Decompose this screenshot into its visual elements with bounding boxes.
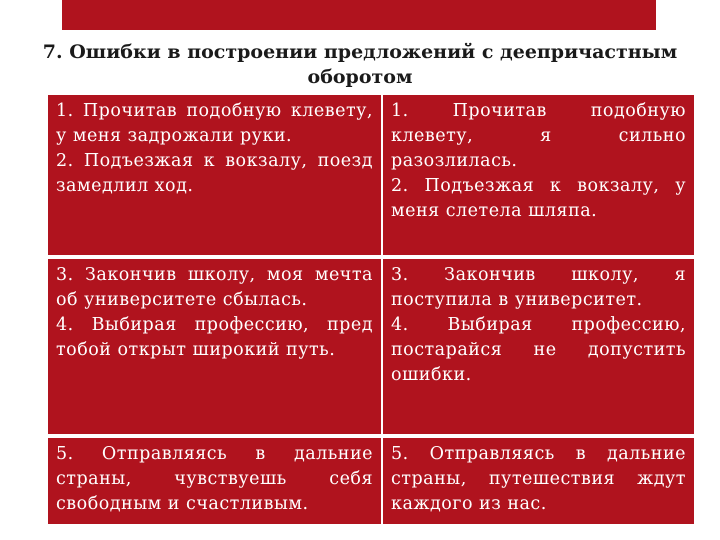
table-cell-correct (383, 259, 694, 434)
example-correct-3: 3. Закончив школу, я поступила в университет. (391, 265, 686, 310)
table-cell-incorrect (48, 438, 381, 524)
title-line-2: оборотом (307, 66, 413, 88)
example-incorrect-2: 2. Подъезжая к вокзалу, поезд замедлил ход. (56, 151, 373, 196)
example-incorrect-1: 1. Прочитав подобную клевету, у меня задрожали руки. (56, 101, 373, 146)
example-incorrect-3: 3. Закончив школу, моя мечта об университете сбылась. (56, 265, 373, 310)
examples-table (48, 95, 694, 524)
table-cell-incorrect (48, 259, 381, 434)
table-cell-correct (383, 95, 694, 255)
slide-title (40, 40, 680, 90)
title-line-1: 7. Ошибки в построении предложений с деепричастным (42, 41, 678, 63)
example-incorrect-5: 5. Отправляясь в дальние страны, чувствуешь себя свободным и счастливым. (56, 444, 373, 514)
example-correct-1: 1. Прочитав подобную клевету, я сильно разозлилась. (391, 101, 686, 171)
header-band (62, 0, 656, 30)
table-cell-correct (383, 438, 694, 524)
table-cell-incorrect (48, 95, 381, 255)
example-correct-5: 5. Отправляясь в дальние страны, путешествия ждут каждого из нас. (391, 444, 686, 514)
example-correct-4: 4. Выбирая профессию, постарайся не допустить ошибки. (391, 315, 686, 385)
example-correct-2: 2. Подъезжая к вокзалу, у меня слетела шляпа. (391, 176, 686, 221)
example-incorrect-4: 4. Выбирая профессию, пред тобой открыт широкий путь. (56, 315, 373, 360)
